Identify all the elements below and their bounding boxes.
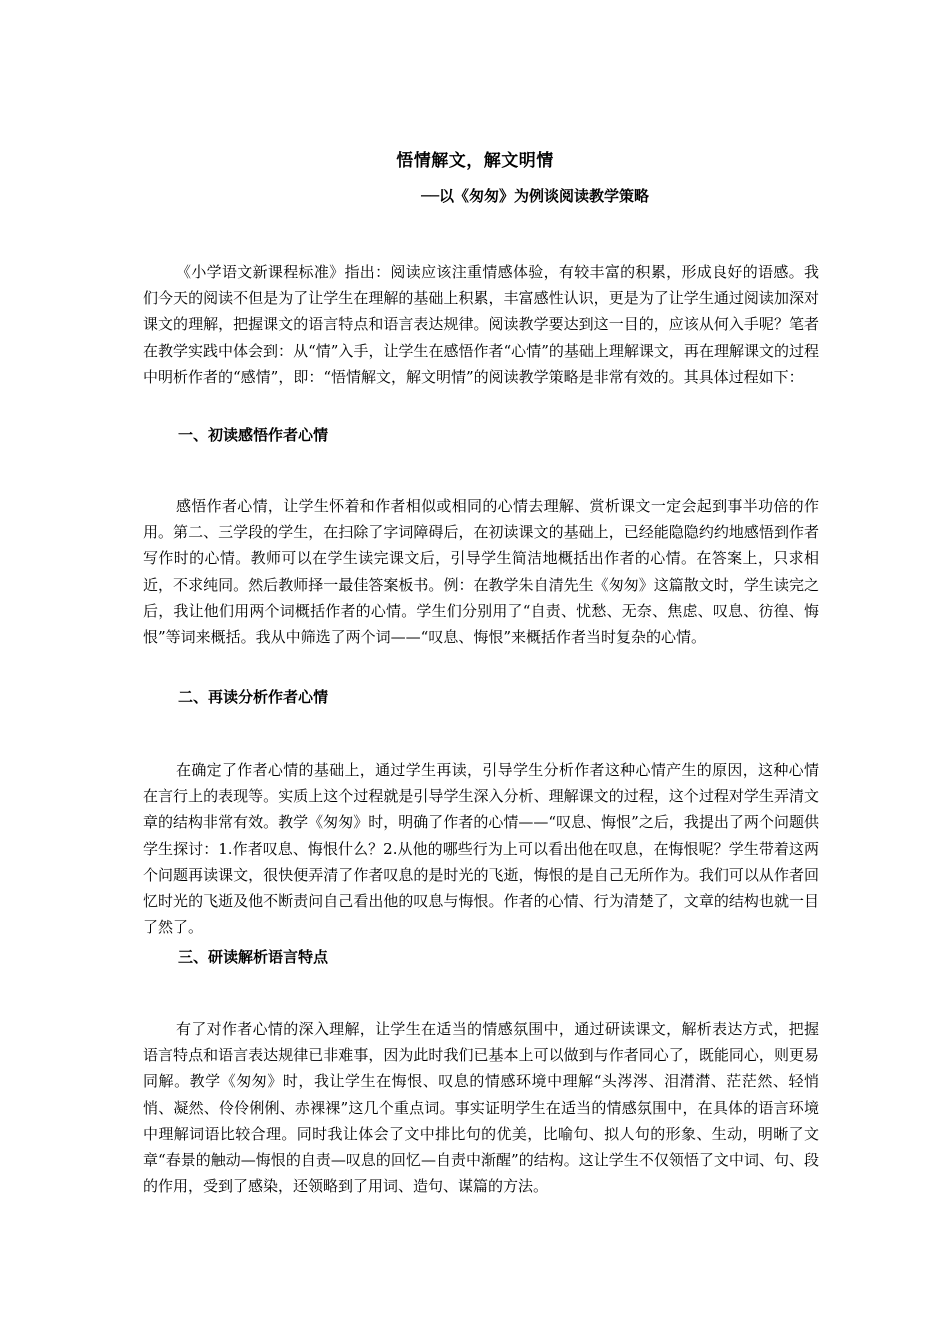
intro-paragraph: 《小学语文新课程标准》指出：阅读应该注重情感体验，有较丰富的积累，形成良好的语感。我们今天的阅读不但是为了让学生在理解的基础上积累，丰富感性认识，更是为了让学生通过阅读加深对课文的理解，把握课文的语言特点和语言表达规律。阅读教学要达到这一目的，应该从何入手呢？笔者在教学实践中体会到：从“情”入手，让学生在感悟作者“心情”的基础上理解课文，再在理解课文的过程中明析作者的“感情”，即：“悟情解文，解文明情”的阅读教学策略是非常有效的。其具体过程如下： [143, 263, 819, 386]
section-heading-2: 二、再读分析作者心情 [178, 688, 329, 706]
document-subtitle: ──以《匆匆》为例谈阅读教学策略 [420, 187, 650, 205]
document-title: 悟情解文，解文明情 [396, 151, 554, 171]
section-heading-1: 一、初读感悟作者心情 [178, 426, 329, 444]
section-paragraph-2: 在确定了作者心情的基础上，通过学生再读，引导学生分析作者这种心情产生的原因，这种心情在言行上的表现等。实质上这个过程就是引导学生深入分析、理解课文的过程，这个过程对学生弄清文章的结构非常有效。教学《匆匆》时，明确了作者的心情——“叹息、悔恨”之后，我提出了两个问题供学生探讨：1.作者叹息、悔恨什么？2.从他的哪些行为上可以看出他在叹息，在悔恨呢？学生带着这两个问题再读课文，很快便弄清了作者叹息的是时光的飞逝，悔恨的是自己无所作为。我们可以从作者回忆时光的飞逝及他不断责问自己看出他的叹息与悔恨。作者的心情、行为清楚了，文章的结构也就一目了然了。 [143, 761, 819, 937]
section-paragraph-3: 有了对作者心情的深入理解，让学生在适当的情感氛围中，通过研读课文，解析表达方式，把握语言特点和语言表达规律已非难事，因为此时我们已基本上可以做到与作者同心了，既能同心，则更易同解。教学《匆匆》时，我让学生在悔恨、叹息的情感环境中理解“头涔涔、泪潸潸、茫茫然、轻悄悄、凝然、伶伶俐俐、赤裸裸”这几个重点词。事实证明学生在适当的情感氛围中，在具体的语言环境中理解词语比较合理。同时我让体会了文中排比句的优美，比喻句、拟人句的形象、生动，明晰了文章“春景的触动—悔恨的自责—叹息的回忆—自责中渐醒”的结构。这让学生不仅领悟了文中词、句、段的作用，受到了感染，还领略到了用词、造句、谋篇的方法。 [143, 1020, 819, 1196]
section-paragraph-1: 感悟作者心情，让学生怀着和作者相似或相同的心情去理解、赏析课文一定会起到事半功倍的作用。第二、三学段的学生，在扫除了字词障碍后，在初读课文的基础上，已经能隐隐约约地感悟到作者写作时的心情。教师可以在学生读完课文后，引导学生简洁地概括出作者的心情。在答案上，只求相近，不求纯同。然后教师择一最佳答案板书。例：在教学朱自清先生《匆匆》这篇散文时，学生读完之后，我让他们用两个词概括作者的心情。学生们分别用了“自责、忧愁、无奈、焦虑、叹息、彷徨、悔恨”等词来概括。我从中筛选了两个词——“叹息、悔恨”来概括作者当时复杂的心情。 [143, 497, 819, 647]
section-heading-3: 三、研读解析语言特点 [178, 948, 329, 966]
